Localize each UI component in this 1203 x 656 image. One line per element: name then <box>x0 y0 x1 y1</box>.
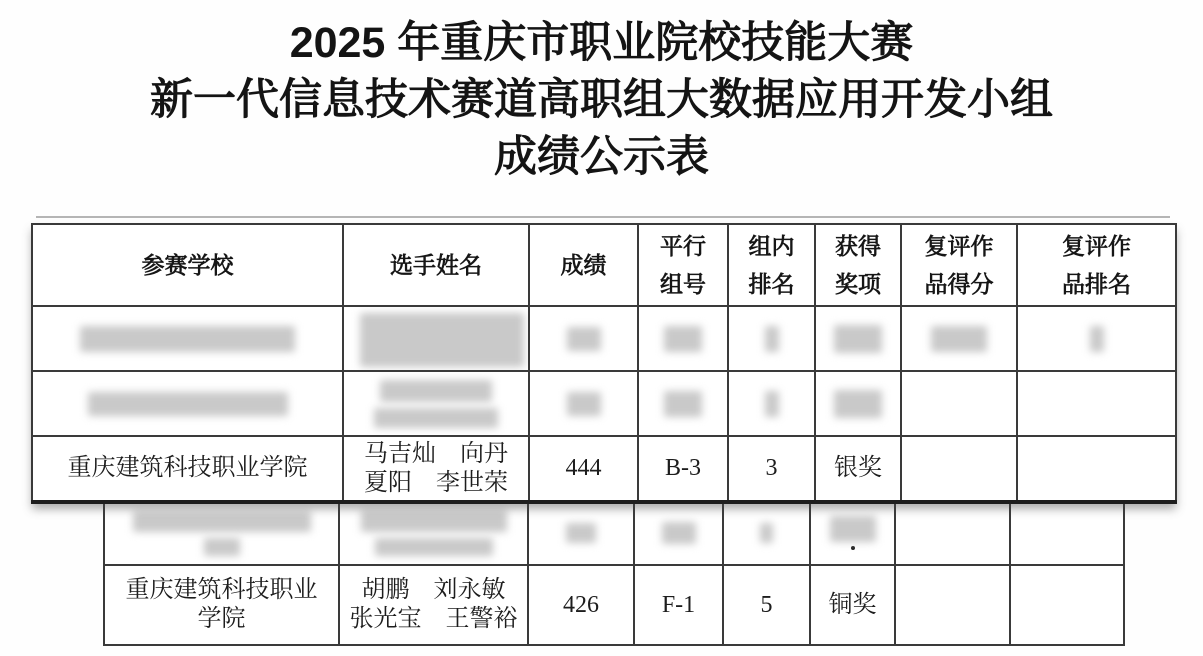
review-score-cell <box>895 501 1010 565</box>
award-cell <box>810 501 895 565</box>
table-row-redacted <box>32 306 1176 371</box>
contestants-cell <box>339 565 528 645</box>
contestants-cell <box>343 306 529 371</box>
table-row-redacted <box>104 501 1124 565</box>
score-cell: 426 <box>528 565 634 645</box>
award-cell: 银奖 <box>815 436 901 502</box>
header-row <box>32 224 1176 306</box>
redacted-text <box>361 510 507 532</box>
col-header-award: 获得 奖项 <box>815 224 901 306</box>
contestants-cell <box>339 501 528 565</box>
redacted-text <box>664 391 702 417</box>
score-cell: 444 <box>529 436 638 502</box>
redacted-text <box>1090 326 1104 352</box>
school-line1: 重庆建筑科技职业 <box>125 577 318 603</box>
group-rank-cell <box>728 371 815 436</box>
review-rank-cell <box>1017 371 1176 436</box>
redacted-text <box>830 516 876 542</box>
score-cell <box>529 306 638 371</box>
redacted-text <box>204 538 240 556</box>
redacted-text <box>765 326 779 352</box>
redacted-text <box>765 391 779 417</box>
redacted-text <box>360 313 524 367</box>
review-rank-cell <box>1010 565 1124 645</box>
review-rank-cell <box>1017 436 1176 502</box>
col-header-contestants: 选手姓名 <box>343 224 529 306</box>
school-cell: 重庆建筑科技职业学院 <box>32 436 343 502</box>
document-title <box>0 15 1203 186</box>
school-cell <box>32 306 343 371</box>
col-header-review-rank: 复评作 品排名 <box>1017 224 1176 306</box>
lower-results-table <box>103 500 1125 646</box>
redacted-text <box>374 408 498 428</box>
review-score-cell <box>901 306 1017 371</box>
redacted-text <box>931 326 987 352</box>
contestant-names-line2: 张光宝 王警裕 <box>349 606 518 632</box>
contestant-names-line2: 夏阳 李世荣 <box>364 469 508 496</box>
redacted-text <box>834 390 882 418</box>
scan-artifact-line <box>36 216 1170 218</box>
review-rank-cell <box>1017 306 1176 371</box>
upper-results-table <box>31 223 1177 504</box>
score-cell <box>528 501 634 565</box>
parallel-group-cell: F-1 <box>634 565 723 645</box>
redacted-text <box>380 380 492 402</box>
stray-dot-mark <box>851 546 855 550</box>
contestant-names-line1: 胡鹏 刘永敏 <box>361 577 506 603</box>
award-cell <box>815 306 901 371</box>
school-line2: 学院 <box>197 606 246 632</box>
contestants-cell <box>343 371 529 436</box>
title-line-1: 2025 年重庆市职业院校技能大赛 <box>289 19 914 67</box>
score-cell <box>529 371 638 436</box>
contestant-names-line1: 马吉灿 向丹 <box>364 440 508 467</box>
review-score-cell <box>901 371 1017 436</box>
review-score-cell <box>895 565 1010 645</box>
col-header-score: 成绩 <box>529 224 638 306</box>
review-rank-cell <box>1010 501 1124 565</box>
school-cell <box>104 501 339 565</box>
group-rank-cell <box>728 306 815 371</box>
award-cell: 铜奖 <box>810 565 895 645</box>
col-header-parallel-group: 平行 组号 <box>638 224 728 306</box>
parallel-group-cell <box>638 371 728 436</box>
redacted-text <box>375 538 493 556</box>
contestants-cell <box>343 436 529 502</box>
school-cell <box>104 565 339 645</box>
col-header-review-score: 复评作 品得分 <box>901 224 1017 306</box>
redacted-text <box>664 326 702 352</box>
table-row <box>104 565 1124 645</box>
title-line-3: 成绩公示表 <box>494 133 709 181</box>
redacted-text <box>662 522 696 544</box>
award-cell <box>815 371 901 436</box>
group-rank-cell: 5 <box>723 565 810 645</box>
group-rank-cell <box>723 501 810 565</box>
parallel-group-cell: B-3 <box>638 436 728 502</box>
redacted-text <box>567 392 601 416</box>
parallel-group-cell <box>638 306 728 371</box>
redacted-text <box>760 523 773 543</box>
table-row-redacted <box>32 371 1176 436</box>
group-rank-cell: 3 <box>728 436 815 502</box>
col-header-group-rank: 组内 排名 <box>728 224 815 306</box>
table-row <box>32 436 1176 502</box>
col-header-school: 参赛学校 <box>32 224 343 306</box>
redacted-text <box>80 326 295 352</box>
parallel-group-cell <box>634 501 723 565</box>
redacted-text <box>834 325 882 353</box>
review-score-cell <box>901 436 1017 502</box>
redacted-text <box>88 392 288 416</box>
title-line-2: 新一代信息技术赛道高职组大数据应用开发小组 <box>150 76 1053 124</box>
redacted-text <box>567 327 601 351</box>
redacted-text <box>566 523 596 543</box>
school-cell <box>32 371 343 436</box>
redacted-text <box>133 511 311 532</box>
